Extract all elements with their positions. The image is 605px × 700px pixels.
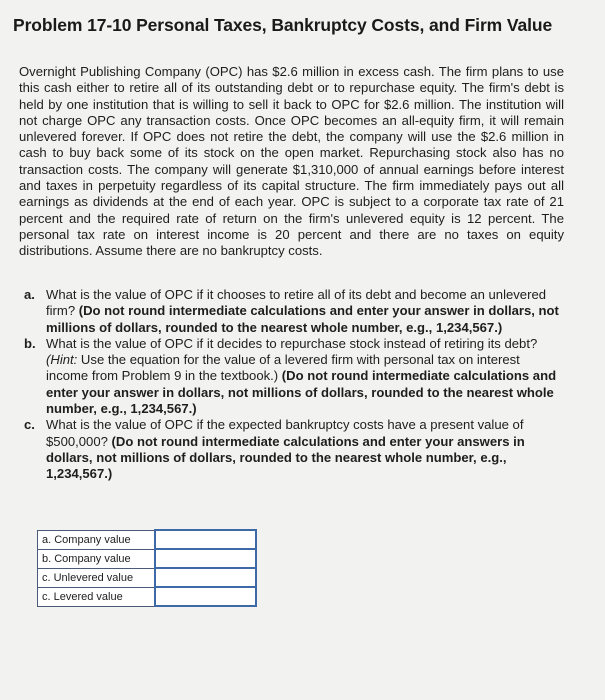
question-a xyxy=(24,287,564,336)
question-instruction: (Do not round intermediate calculations and enter your answer in dollars, not millions of dollars, rounded to the nearest whole number, e.g., 1,234,567.) xyxy=(46,368,557,417)
hint-text: Use the equation for the value of a levered firm with personal tax on interest income from Problem 9 in the textbook.) xyxy=(46,352,520,384)
answer-row-label: a. Company value xyxy=(38,530,156,549)
question-label: c. xyxy=(24,417,35,433)
answer-input-c-levered-value[interactable] xyxy=(156,589,255,604)
question-b xyxy=(24,336,564,417)
answer-row-label: c. Levered value xyxy=(38,587,156,606)
answer-row-a-company xyxy=(38,530,257,549)
question-label: b. xyxy=(24,335,36,351)
answer-row-c-levered xyxy=(38,587,257,606)
problem-title: Problem 17-10 Personal Taxes, Bankruptcy Costs, and Firm Value xyxy=(13,15,553,35)
question-text: What is the value of OPC if the expected bankruptcy costs have a present value of $500,000? xyxy=(46,417,524,449)
answer-input-c-unlevered-value[interactable] xyxy=(156,570,255,585)
question-text: What is the value of OPC if it chooses to retire all of its debt and become an unlevered firm? xyxy=(46,287,547,319)
question-instruction: (Do not round intermediate calculations and enter your answers in dollars, not millions of dollars, rounded to the nearest whole number, e.g., 1,234,567.) xyxy=(46,433,525,482)
answer-row-label: c. Unlevered value xyxy=(38,568,156,587)
answer-row-c-unlevered xyxy=(38,568,257,587)
answer-table xyxy=(37,529,257,607)
question-instruction: (Do not round intermediate calculations and enter your answer in dollars, not millions of dollars, rounded to the nearest whole number, e.g., 1,234,567.) xyxy=(46,303,559,335)
hint-prefix: (Hint: xyxy=(46,352,78,368)
answer-row-label: b. Company value xyxy=(38,549,156,568)
question-label: a. xyxy=(24,287,35,302)
answer-row-b-company xyxy=(38,549,257,568)
answer-input-b-company-value[interactable] xyxy=(156,551,255,566)
question-list xyxy=(24,287,564,483)
question-c xyxy=(24,417,564,482)
problem-paragraph: Overnight Publishing Company (OPC) has $2.6 million in excess cash. The firm plans to use this cash either to retire all of its outstanding debt or to repurchase equity. The firm's debt is held by one institution that is willing to sell it back to OPC for $2.6 million. The institution will not charge OPC any transaction costs. Once OPC becomes an all-equity firm, it will remain unlevered forever. If OPC does not retire the debt, the company will use the $2.6 million in cash to buy back some of its stock on the open market. Repurchasing stock also has no transaction costs. The company will generate $1,310,000 of annual earnings before interest and taxes in perpetuity regardless of its capital structure. The firm immediately pays out all earnings as dividends at the end of each year. OPC is subject to a corporate tax rate of 21 percent and the required rate of return on the firm's unlevered equity is 12 percent. The personal tax rate on interest income is 20 percent and there are no taxes on equity distributions. Assume there are no bankruptcy costs. xyxy=(19,64,564,259)
question-text: What is the value of OPC if it decides to repurchase stock instead of retiring its debt? xyxy=(46,335,538,351)
answer-input-a-company-value[interactable] xyxy=(156,532,255,547)
